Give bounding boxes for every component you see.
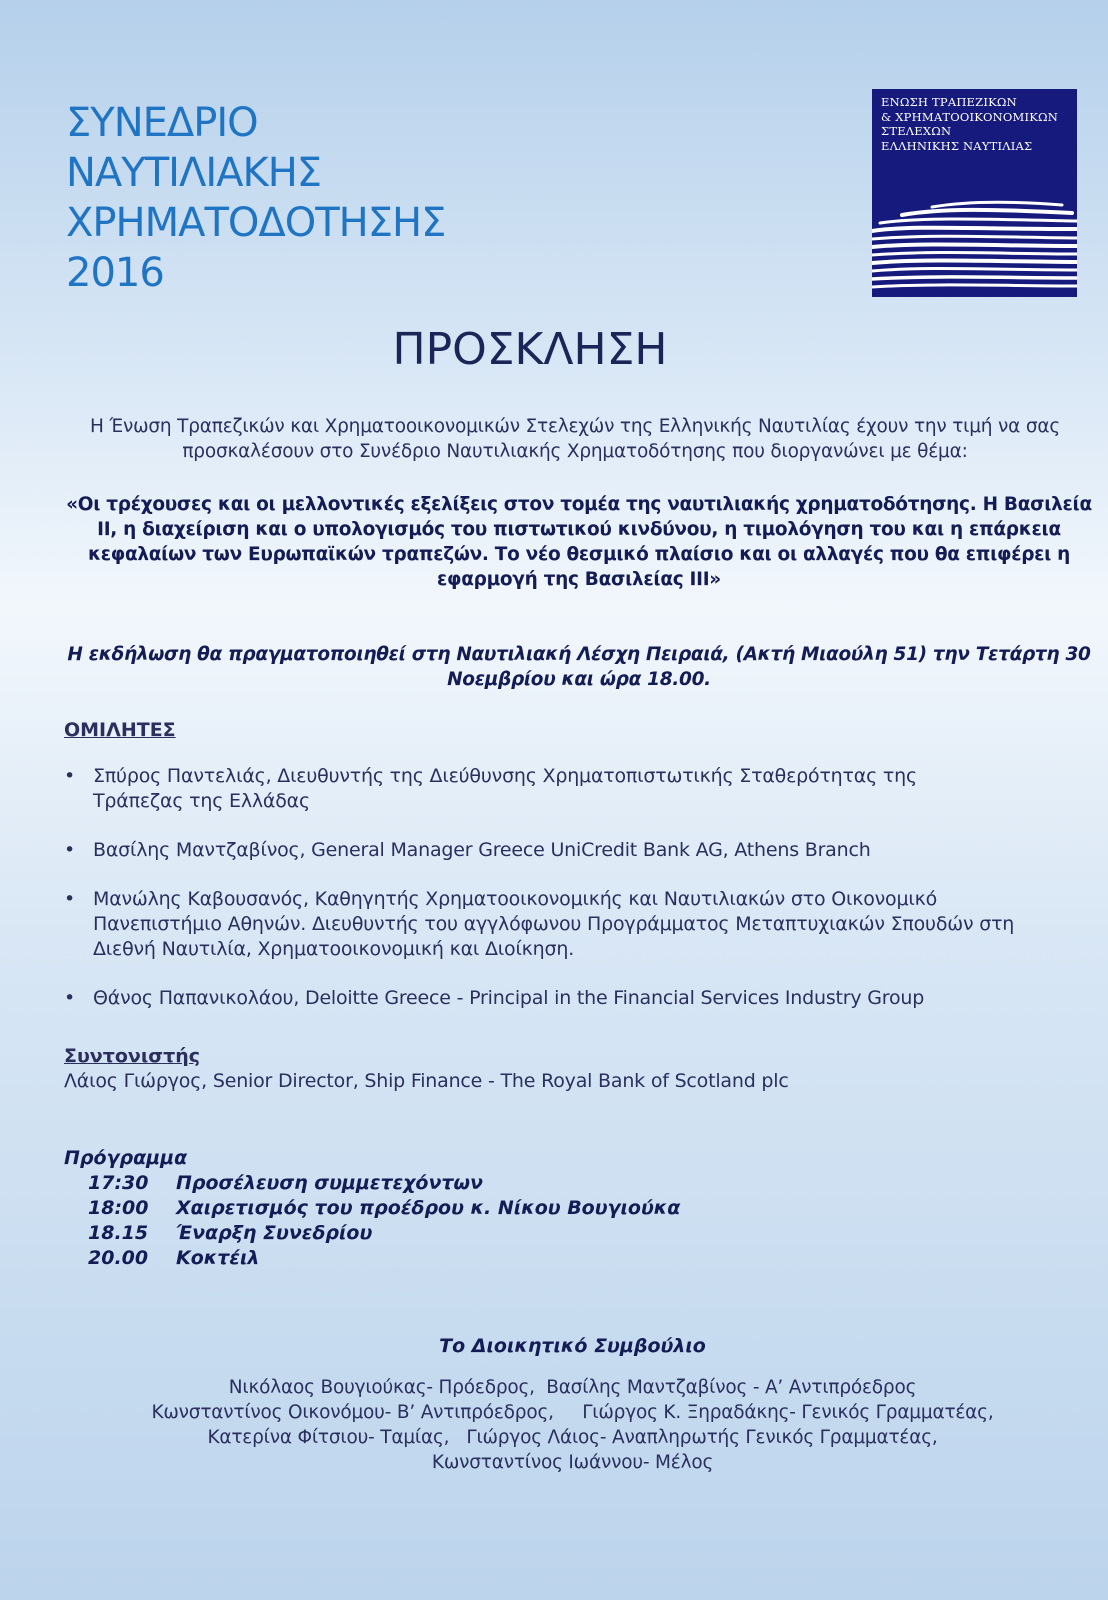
speaker-item xyxy=(64,986,1094,1011)
logo-text xyxy=(881,95,1058,153)
conference-theme: «Οι τρέχουσες και οι μελλοντικές εξελίξεις στον τομέα της ναυτιλιακής χρηματοδότησης. Η Βασιλεία ΙΙ, η διαχείριση και ο υπολογισμός του πιστωτικού κινδύνου, η τιμολόγηση του και η επάρκεια κεφαλαίων των Ευρωπαϊκών τραπεζών. Το νέο θεσμικό πλαίσιο και οι αλλαγές που θα επιφέρει η εφαρμογή της Βασιλείας ΙΙΙ» xyxy=(66,494,1092,590)
speaker-text: Θάνος Παπανικολάου, Deloitte Greece - Principal in the Financial Services Industry Group xyxy=(93,987,925,1009)
association-logo xyxy=(872,89,1077,297)
conference-title-line: ΝΑΥΤΙΛΙΑΚΗΣ xyxy=(66,150,322,196)
invitation-intro: Η Ένωση Τραπεζικών και Χρηματοοικονομικών Στελεχών της Ελληνικής Ναυτιλίας έχουν την τιμή να σας προσκαλέσουν στο Συνέδριο Ναυτιλιακής Χρηματοδότησης που διοργανώνει με θέμα: xyxy=(89,416,1061,462)
program-row xyxy=(64,1246,680,1271)
speaker-item xyxy=(64,887,1094,962)
speaker-item xyxy=(64,838,1094,863)
speaker-item xyxy=(64,764,1094,814)
program-row xyxy=(64,1221,680,1246)
bullet-icon: • xyxy=(64,839,76,861)
program-row xyxy=(64,1171,680,1196)
board-members xyxy=(0,1375,1108,1475)
bullet-icon: • xyxy=(64,888,76,910)
program-time: 18.15 xyxy=(88,1222,149,1244)
logo-text-line: ΣΤΕΛΕΧΩΝ xyxy=(881,124,952,138)
program-time: 18:00 xyxy=(88,1197,149,1219)
program-label: Προσέλευση συμμετεχόντων xyxy=(176,1172,483,1194)
conference-title-line: ΣΥΝΕΔΡΙΟ xyxy=(66,100,258,146)
event-details: Η εκδήλωση θα πραγματοποιηθεί στη Ναυτιλιακή Λέσχη Πειραιά, (Ακτή Μιαούλη 51) την Τετάρτη 30 Νοεμβρίου και ώρα 18.00. xyxy=(67,644,1091,690)
invitation-title: ΠΡΟΣΚΛΗΣΗ xyxy=(392,324,668,375)
logo-text-line: ΕΝΩΣΗ ΤΡΑΠΕΖΙΚΩΝ xyxy=(881,95,1017,109)
bullet-icon: • xyxy=(64,987,76,1009)
program-label: Κοκτέιλ xyxy=(176,1247,260,1269)
program-label: Έναρξη Συνεδρίου xyxy=(176,1222,373,1244)
conference-title xyxy=(66,98,445,298)
program-label: Χαιρετισμός του προέδρου κ. Νίκου Βουγιούκα xyxy=(176,1197,681,1219)
moderator-heading: Συντονιστής xyxy=(64,1045,200,1067)
speakers-heading: ΟΜΙΛΗΤΕΣ xyxy=(64,719,176,741)
conference-title-line: ΧΡΗΜΑΤΟΔΟΤΗΣΗΣ xyxy=(66,200,446,246)
moderator-block xyxy=(64,1044,789,1094)
program-block xyxy=(64,1146,680,1271)
board-line: Κωνσταντίνος Οικονόμου- Β’ Αντιπρόεδρος, Γιώργος Κ. Ξηραδάκης- Γενικός Γραμματέας, xyxy=(151,1402,994,1423)
program-time: 17:30 xyxy=(88,1172,149,1194)
board-line: Νικόλαος Βουγιούκας- Πρόεδρος, Βασίλης Μαντζαβίνος - Α’ Αντιπρόεδρος xyxy=(228,1377,917,1398)
program-heading: Πρόγραμμα xyxy=(64,1147,188,1169)
program-row xyxy=(64,1196,680,1221)
logo-text-line: & ΧΡΗΜΑΤΟΟΙΚΟΝΟΜΙΚΩΝ xyxy=(881,109,1059,124)
board-line: Κατερίνα Φίτσιου- Ταμίας, Γιώργος Λάιος- Αναπληρωτής Γενικός Γραμματέας, xyxy=(207,1427,938,1448)
program-time: 20.00 xyxy=(88,1247,149,1269)
board-heading: Το Διοικητικό Συμβούλιο xyxy=(439,1335,706,1357)
speaker-text: Σπύρος Παντελιάς, Διευθυντής της Διεύθυνσης Χρηματοπιστωτικής Σταθερότητας της Τράπεζας της Ελλάδας xyxy=(93,765,917,812)
board-line: Κωνσταντίνος Ιωάννου- Μέλος xyxy=(431,1452,714,1473)
speaker-text: Μανώλης Καβουσανός, Καθηγητής Χρηματοοικονομικής και Ναυτιλιακών στο Οικονομικό Πανεπιστήμιο Αθηνών. Διευθυντής του αγγλόφωνου Προγράμματος Μεταπτυχιακών Σπουδών στη Διεθνή Ναυτιλία, Χρηματοοικονομική και Διοίκηση. xyxy=(93,888,1015,960)
conference-title-line: 2016 xyxy=(66,250,164,296)
moderator-name: Λάιος Γιώργος, Senior Director, Ship Finance - The Royal Bank of Scotland plc xyxy=(64,1070,789,1092)
speaker-text: Βασίλης Μαντζαβίνος, General Manager Greece UniCredit Bank AG, Athens Branch xyxy=(93,839,871,861)
speakers-list xyxy=(64,764,1094,1035)
bullet-icon: • xyxy=(64,765,76,787)
logo-text-line: ΕΛΛΗΝΙΚΗΣ ΝΑΥΤΙΛΙΑΣ xyxy=(881,138,1033,153)
